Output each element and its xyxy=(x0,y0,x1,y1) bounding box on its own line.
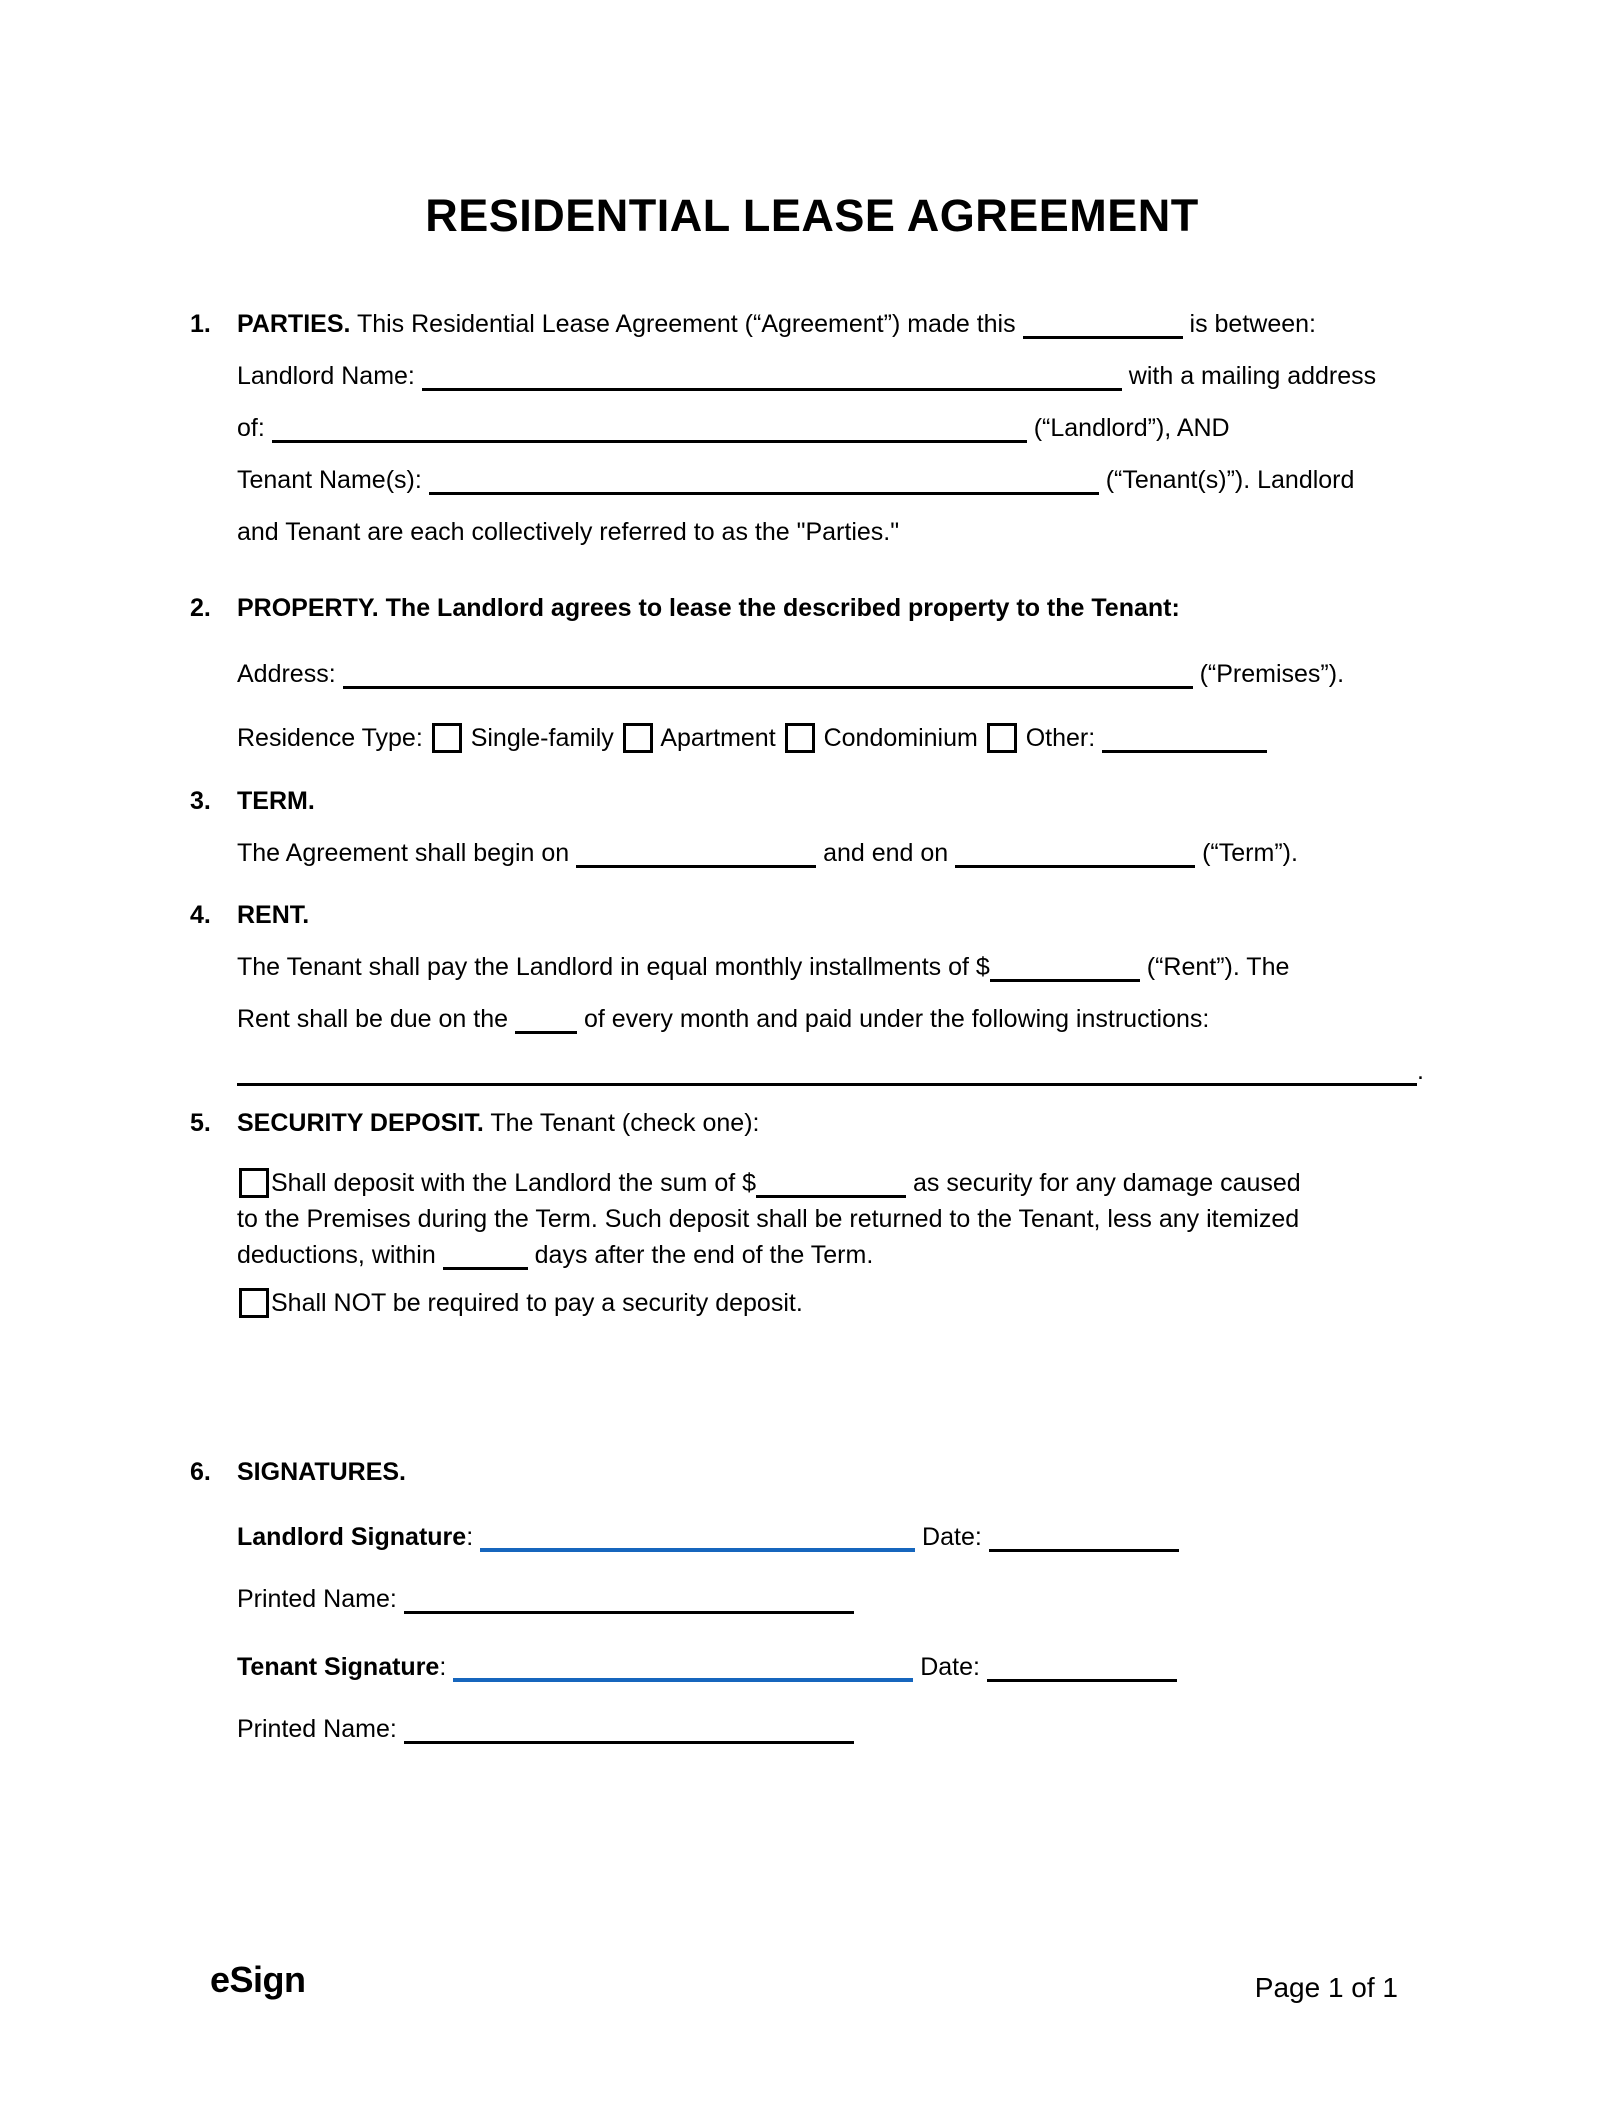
residence-type-line xyxy=(237,712,1434,764)
deposit-option2-text: Shall NOT be required to pay a security deposit. xyxy=(271,1289,803,1317)
rent-line-1 xyxy=(237,941,1434,993)
parties-line-4 xyxy=(237,454,1434,506)
parties-line-1 xyxy=(237,298,1434,350)
tenant-signature-label: Tenant Signature xyxy=(237,1653,440,1681)
parties-line-3 xyxy=(237,402,1434,454)
landlord-address-blank[interactable] xyxy=(272,415,1027,443)
landlord-date-label: Date: xyxy=(922,1523,982,1551)
option-apartment-label: Apartment xyxy=(660,724,776,752)
agreement-date-blank[interactable] xyxy=(1023,311,1183,339)
payment-instructions-blank[interactable] xyxy=(237,1058,1417,1086)
instructions-period: . xyxy=(1417,1057,1424,1085)
deposit-option1-line2-text: to the Premises during the Term. Such deposit shall be returned to the Tenant, less any itemized xyxy=(237,1205,1300,1233)
security-deposit-intro-text: The Tenant (check one): xyxy=(490,1109,760,1137)
deposit-option1-line3-after-text: days after the end of the Term. xyxy=(534,1241,874,1269)
landlord-printed-name-line xyxy=(237,1573,1434,1625)
landlord-name-label: Landlord Name: xyxy=(237,362,415,390)
rent-instructions-line xyxy=(237,1045,1434,1097)
mailing-address-of-label: of: xyxy=(237,414,265,442)
security-deposit-heading-line xyxy=(237,1097,1434,1149)
section-term-heading: TERM. xyxy=(237,787,315,815)
rent-due-after-text: of every month and paid under the following instructions: xyxy=(583,1005,1210,1033)
tenant-printed-name-label: Printed Name: xyxy=(237,1715,397,1743)
section-term-number: 3. xyxy=(190,787,211,815)
rent-due-day-blank[interactable] xyxy=(515,1006,577,1034)
checkbox-condominium[interactable] xyxy=(785,723,815,753)
landlord-suffix-text: with a mailing address xyxy=(1128,362,1377,390)
tenant-signature-blank[interactable] xyxy=(453,1653,913,1682)
premises-term-text: (“Premises”). xyxy=(1199,660,1345,688)
other-residence-blank[interactable] xyxy=(1102,725,1267,753)
section-security-deposit xyxy=(190,1097,1434,1321)
section-parties xyxy=(190,298,1434,558)
tenant-names-blank[interactable] xyxy=(429,467,1099,495)
tenant-signature-colon: : xyxy=(439,1653,447,1681)
checkbox-other[interactable] xyxy=(987,723,1017,753)
deposit-amount-blank[interactable] xyxy=(756,1170,906,1198)
tenant-signature-line xyxy=(237,1641,1434,1693)
section-term xyxy=(190,775,1434,879)
term-begin-text: The Agreement shall begin on xyxy=(237,839,570,867)
deposit-option-1 xyxy=(237,1165,1434,1273)
section-rent-number: 4. xyxy=(190,901,211,929)
checkbox-apartment[interactable] xyxy=(623,723,653,753)
residence-type-label: Residence Type: xyxy=(237,724,423,752)
term-end-date-blank[interactable] xyxy=(955,840,1195,868)
rent-line-2 xyxy=(237,993,1434,1045)
parties-line-2 xyxy=(237,350,1434,402)
term-heading-line xyxy=(237,775,1434,827)
tenant-date-blank[interactable] xyxy=(987,1654,1177,1682)
deposit-return-days-blank[interactable] xyxy=(443,1242,528,1270)
term-start-date-blank[interactable] xyxy=(576,840,816,868)
document-title: RESIDENTIAL LEASE AGREEMENT xyxy=(425,190,1199,241)
property-address-line xyxy=(237,648,1434,700)
rent-due-before-text: Rent shall be due on the xyxy=(237,1005,509,1033)
landlord-term-text: (“Landlord”), AND xyxy=(1033,414,1230,442)
landlord-name-blank[interactable] xyxy=(422,363,1122,391)
landlord-date-blank[interactable] xyxy=(989,1524,1179,1552)
landlord-printed-name-blank[interactable] xyxy=(404,1586,854,1614)
signatures-heading-line xyxy=(237,1446,1434,1498)
rent-heading-line xyxy=(237,889,1434,941)
section-security-deposit-heading: SECURITY DEPOSIT. xyxy=(237,1109,484,1137)
tenant-date-label: Date: xyxy=(920,1653,980,1681)
landlord-signature-colon: : xyxy=(466,1523,474,1551)
tenant-printed-name-blank[interactable] xyxy=(404,1716,854,1744)
deposit-option1-after-text: as security for any damage caused xyxy=(912,1169,1301,1197)
landlord-signature-label: Landlord Signature xyxy=(237,1523,467,1551)
parties-line-5 xyxy=(237,506,1434,558)
deposit-option1-line3-before-text: deductions, within xyxy=(237,1241,436,1269)
section-property-number: 2. xyxy=(190,594,211,622)
parties-closing-text: and Tenant are each collectively referred to as the "Parties." xyxy=(237,518,900,546)
rent-amount-before-text: The Tenant shall pay the Landlord in equal monthly installments of $ xyxy=(237,953,990,981)
section-property-heading: PROPERTY. xyxy=(237,594,379,622)
section-rent xyxy=(190,889,1434,1097)
option-condominium-label: Condominium xyxy=(823,724,978,752)
section-parties-heading: PARTIES. xyxy=(237,310,351,338)
property-intro-text: The Landlord agrees to lease the described property to the Tenant: xyxy=(385,594,1180,622)
checkbox-no-deposit[interactable] xyxy=(239,1288,269,1318)
option-other-label: Other: xyxy=(1025,724,1096,752)
option-single-family-label: Single-family xyxy=(470,724,614,752)
parties-intro-after: is between: xyxy=(1189,310,1316,338)
rent-amount-after-text: (“Rent”). The xyxy=(1146,953,1290,981)
section-signatures xyxy=(190,1446,1434,1755)
page-number-label: Page 1 of 1 xyxy=(1254,1972,1398,2003)
landlord-signature-line xyxy=(237,1511,1434,1563)
section-signatures-heading: SIGNATURES. xyxy=(237,1458,406,1486)
term-label-text: (“Term”). xyxy=(1202,839,1298,867)
property-heading-line xyxy=(237,582,1434,634)
section-signatures-number: 6. xyxy=(190,1458,211,1486)
section-rent-heading: RENT. xyxy=(237,901,310,929)
section-parties-number: 1. xyxy=(190,310,211,338)
tenant-term-text: (“Tenant(s)”). Landlord xyxy=(1105,466,1355,494)
parties-intro-before: This Residential Lease Agreement (“Agreement”) made this xyxy=(356,310,1016,338)
rent-amount-blank[interactable] xyxy=(990,954,1140,982)
tenant-printed-name-line xyxy=(237,1703,1434,1755)
address-label: Address: xyxy=(237,660,336,688)
address-blank[interactable] xyxy=(343,661,1193,689)
section-security-deposit-number: 5. xyxy=(190,1109,211,1137)
esign-logo: eSign xyxy=(210,1959,306,2000)
deposit-option-2 xyxy=(237,1285,1434,1321)
landlord-signature-blank[interactable] xyxy=(480,1523,915,1552)
checkbox-single-family[interactable] xyxy=(432,723,462,753)
checkbox-shall-deposit[interactable] xyxy=(239,1168,269,1198)
deposit-option1-before-text: Shall deposit with the Landlord the sum of $ xyxy=(271,1169,757,1197)
term-dates-line xyxy=(237,827,1434,879)
section-property xyxy=(190,582,1434,764)
term-middle-text: and end on xyxy=(823,839,949,867)
tenant-names-label: Tenant Name(s): xyxy=(237,466,422,494)
landlord-printed-name-label: Printed Name: xyxy=(237,1585,397,1613)
